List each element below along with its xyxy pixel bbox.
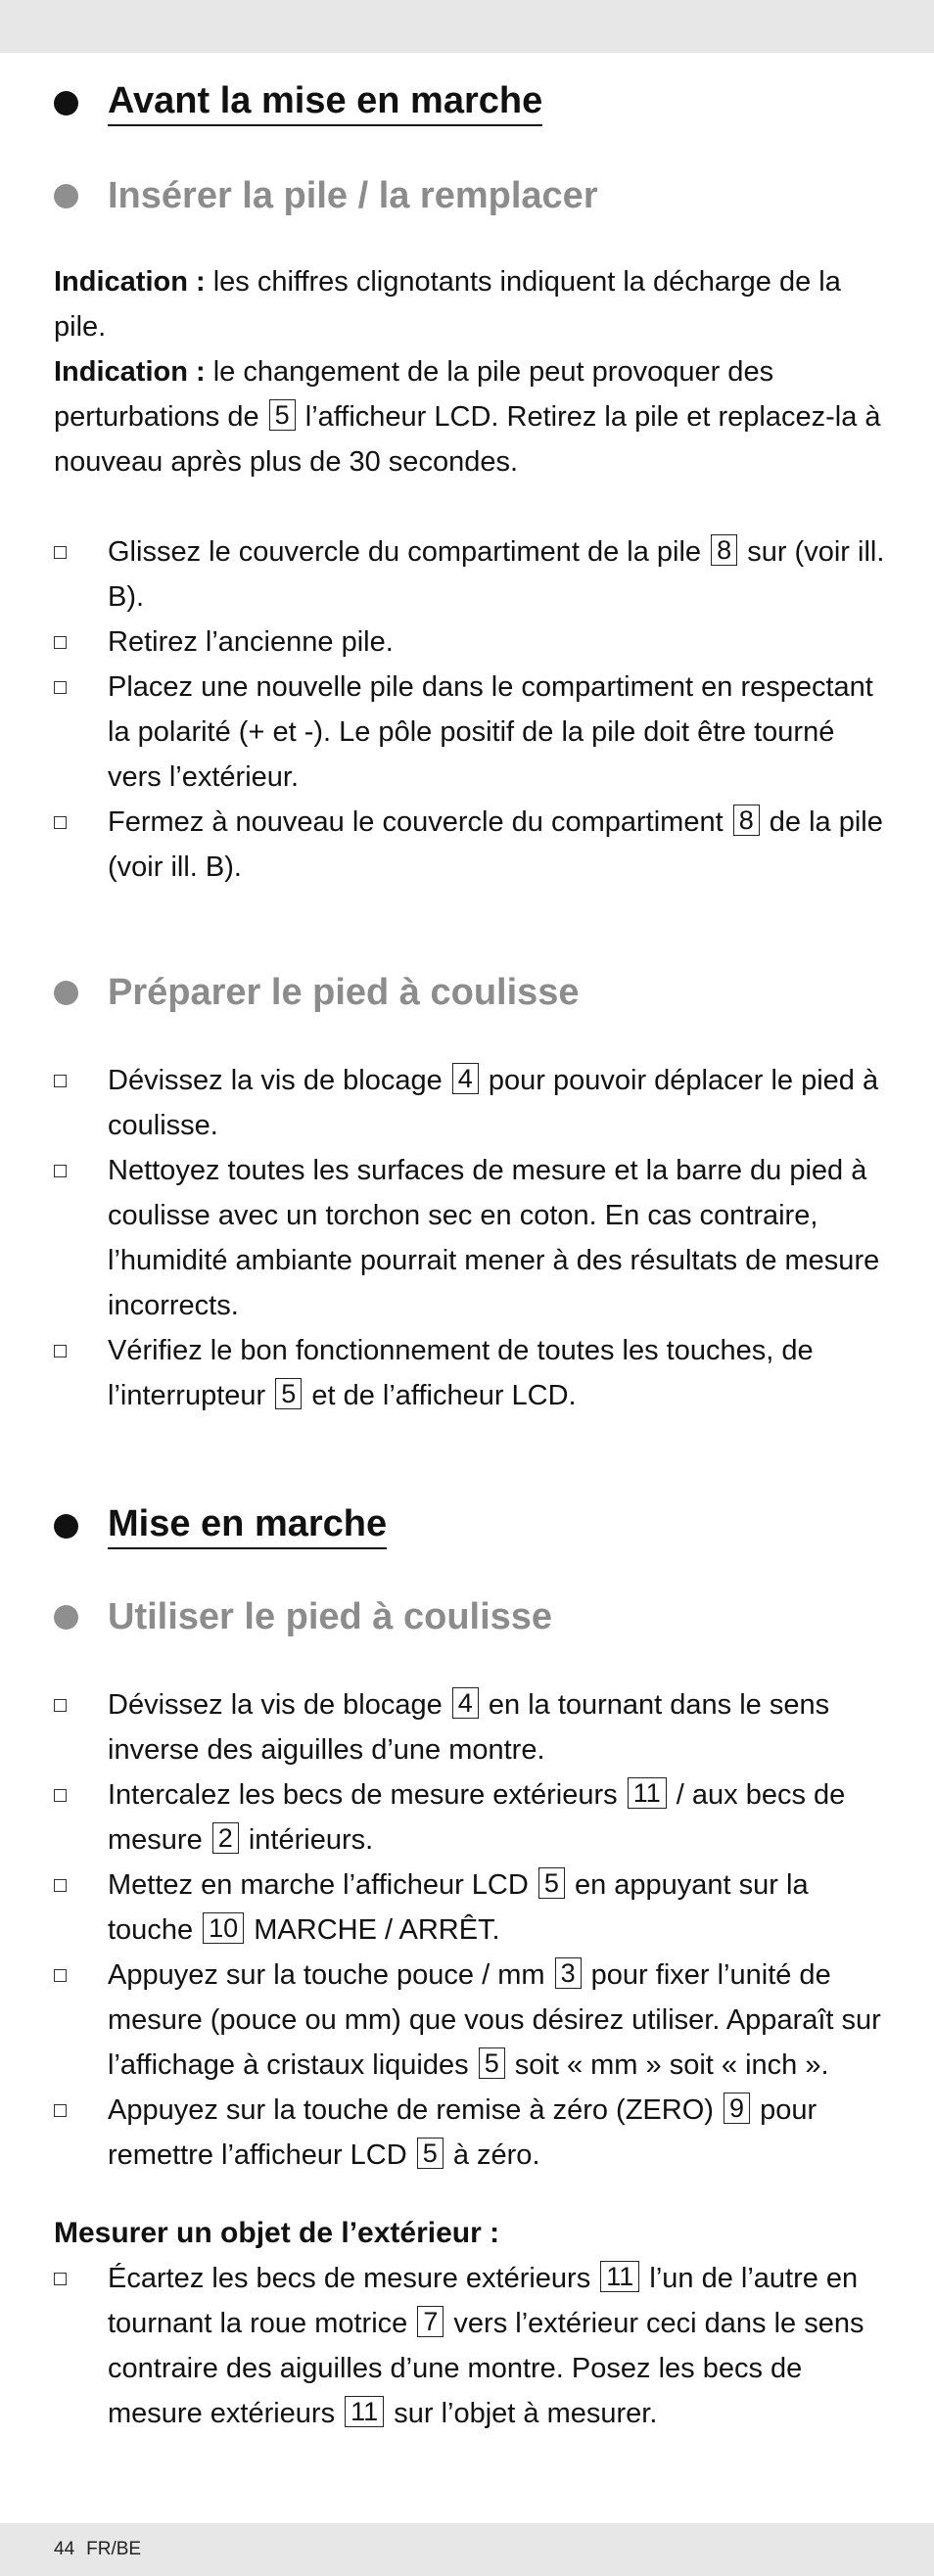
text-span: et de l’afficheur LCD. xyxy=(304,1380,577,1411)
use-steps xyxy=(54,1682,886,2178)
checkbox-square-icon xyxy=(54,636,67,649)
battery-notes xyxy=(54,259,886,484)
checkbox-square-icon xyxy=(54,1789,67,1802)
text-span: Indication : xyxy=(54,356,206,388)
text-span: Placez une nouvelle pile dans le compartiment en respectant la polarité (+ et -). Le pôle positif de la pile doit être tourné vers l’extérieur. xyxy=(108,671,873,793)
ref-number: 11 xyxy=(345,2396,384,2427)
list-item xyxy=(54,529,886,620)
text-span: pour pouvoir déplacer le pied à coulisse. xyxy=(108,1065,879,1141)
text-span: de la pile (voir ill. B). xyxy=(108,806,883,883)
note-1 xyxy=(54,259,886,349)
checkbox-square-icon xyxy=(54,546,67,559)
ref-number: 4 xyxy=(452,1687,479,1719)
black-bullet-icon xyxy=(54,1514,78,1539)
text-span: en appuyant sur la touche xyxy=(108,1869,809,1946)
text-span: Préparer le pied à coulisse xyxy=(108,971,580,1013)
text-span: Glissez le couvercle du compartiment de la pile xyxy=(108,536,710,568)
checkbox-square-icon xyxy=(54,1165,67,1177)
grey-bullet-icon xyxy=(54,184,78,208)
top-band xyxy=(0,0,934,53)
heading-inserer-pile xyxy=(54,171,886,220)
list-item xyxy=(54,1953,886,2088)
note-2 xyxy=(54,349,886,484)
list-item xyxy=(54,2088,886,2178)
ref-number: 3 xyxy=(555,1957,582,1989)
checkbox-square-icon xyxy=(54,1075,67,1087)
ref-number: 7 xyxy=(417,2306,444,2337)
list-item xyxy=(54,800,886,890)
checkbox-square-icon xyxy=(54,2104,67,2117)
ref-number: 11 xyxy=(600,2261,639,2292)
text-span: en la tournant dans le sens inverse des aiguilles d’une montre. xyxy=(108,1689,830,1766)
battery-steps xyxy=(54,529,886,890)
text-span: les chiffres clignotants indiquent la décharge de la pile. xyxy=(54,266,841,343)
text-span: Avant la mise en marche xyxy=(108,80,542,126)
ref-number: 4 xyxy=(452,1063,479,1094)
heading-utiliser-pied xyxy=(54,1592,886,1641)
language-code: FR/BE xyxy=(86,2539,142,2559)
black-bullet-icon xyxy=(54,91,78,115)
grey-bullet-icon xyxy=(54,981,78,1005)
text-span: Insérer la pile / la remplacer xyxy=(108,174,598,216)
text-span: Écartez les becs de mesure extérieurs xyxy=(108,2263,599,2294)
text-span: le changement de la pile peut provoquer des perturbations de xyxy=(54,356,774,433)
page-content xyxy=(54,78,886,2436)
list-item xyxy=(54,1148,886,1328)
checkbox-square-icon xyxy=(54,1969,67,1982)
text-span: Appuyez sur la touche pouce / mm xyxy=(108,1959,553,1991)
list-item xyxy=(54,2256,886,2436)
checkbox-square-icon xyxy=(54,1699,67,1712)
list-item xyxy=(54,1682,886,1772)
text-span: Mettez en marche l’afficheur LCD xyxy=(108,1869,537,1901)
text-span: sur l’objet à mesurer. xyxy=(386,2398,658,2429)
ref-number: 5 xyxy=(417,2138,444,2169)
text-span: pour remettre l’afficheur LCD xyxy=(108,2094,817,2171)
page-number: 44 xyxy=(54,2539,75,2559)
text-span: l’afficheur LCD. Retirez la pile et replacez-la à nouveau après plus de 30 secondes. xyxy=(54,401,881,478)
list-item xyxy=(54,620,886,665)
list-item xyxy=(54,1863,886,1953)
ref-number: 8 xyxy=(711,534,737,566)
text-span: Vérifiez le bon fonctionnement de toutes les touches, de l’interrupteur xyxy=(108,1335,814,1411)
text-span: MARCHE / ARRÊT. xyxy=(246,1914,500,1946)
text-span: Fermez à nouveau le couvercle du compartiment xyxy=(108,806,731,838)
text-span: Utiliser le pied à coulisse xyxy=(108,1595,553,1637)
grey-bullet-icon xyxy=(54,1605,78,1630)
ref-number: 8 xyxy=(733,805,760,836)
list-item xyxy=(54,1772,886,1863)
list-item xyxy=(54,665,886,800)
ref-number: 5 xyxy=(275,1378,302,1409)
list-item xyxy=(54,1328,886,1418)
prepare-steps xyxy=(54,1058,886,1418)
measure-steps xyxy=(54,2256,886,2436)
text-span: pour fixer l’unité de mesure (pouce ou mm) que vous désirez utiliser. Apparaît sur l’affichage à cristaux liquides xyxy=(108,1959,881,2081)
text-span: Intercalez les becs de mesure extérieurs xyxy=(108,1779,626,1811)
checkbox-square-icon xyxy=(54,1345,67,1357)
page-footer xyxy=(54,2539,153,2560)
ref-number: 9 xyxy=(724,2093,750,2124)
ref-number: 2 xyxy=(212,1822,239,1854)
text-span: intérieurs. xyxy=(240,1824,374,1856)
checkbox-square-icon xyxy=(54,816,67,829)
text-span: l’un de l’autre en tournant la roue motrice xyxy=(108,2263,859,2339)
ref-number: 10 xyxy=(203,1912,244,1944)
text-span: Mise en marche xyxy=(108,1503,387,1549)
text-span: Indication : xyxy=(54,266,206,298)
checkbox-square-icon xyxy=(54,1879,67,1892)
ref-number: 5 xyxy=(538,1867,565,1899)
text-span: Nettoyez toutes les surfaces de mesure et la barre du pied à coulisse avec un torchon sec en coton. En cas contraire, l’humidité ambiante pourrait mener à des résultats de mesure incorrects. xyxy=(108,1155,880,1321)
text-span: à zéro. xyxy=(444,2139,540,2171)
text-span: sur (voir ill. B). xyxy=(108,536,885,613)
heading-preparer-pied xyxy=(54,968,886,1017)
checkbox-square-icon xyxy=(54,2273,67,2285)
checkbox-square-icon xyxy=(54,681,67,694)
ref-number: 5 xyxy=(269,399,296,431)
text-span: Dévissez la vis de blocage xyxy=(108,1689,450,1721)
ref-number: 5 xyxy=(479,2047,505,2079)
heading-mise-en-marche xyxy=(54,1501,886,1550)
text-span: Dévissez la vis de blocage xyxy=(108,1065,450,1096)
subhead-mesurer-exterieur: Mesurer un objet de l’extérieur : xyxy=(54,2217,500,2249)
heading-avant-mise-en-marche xyxy=(54,78,886,127)
text-span: / aux becs de mesure xyxy=(108,1779,846,1856)
text-span: Appuyez sur la touche de remise à zéro (ZERO) xyxy=(108,2094,722,2126)
text-span: vers l’extérieur ceci dans le sens contraire des aiguilles d’une montre. Posez les becs de mesure extérieurs xyxy=(108,2308,864,2429)
ref-number: 11 xyxy=(628,1777,667,1809)
text-span: Retirez l’ancienne pile. xyxy=(108,626,394,658)
text-span: soit « mm » soit « inch ». xyxy=(506,2049,829,2081)
list-item xyxy=(54,1058,886,1148)
